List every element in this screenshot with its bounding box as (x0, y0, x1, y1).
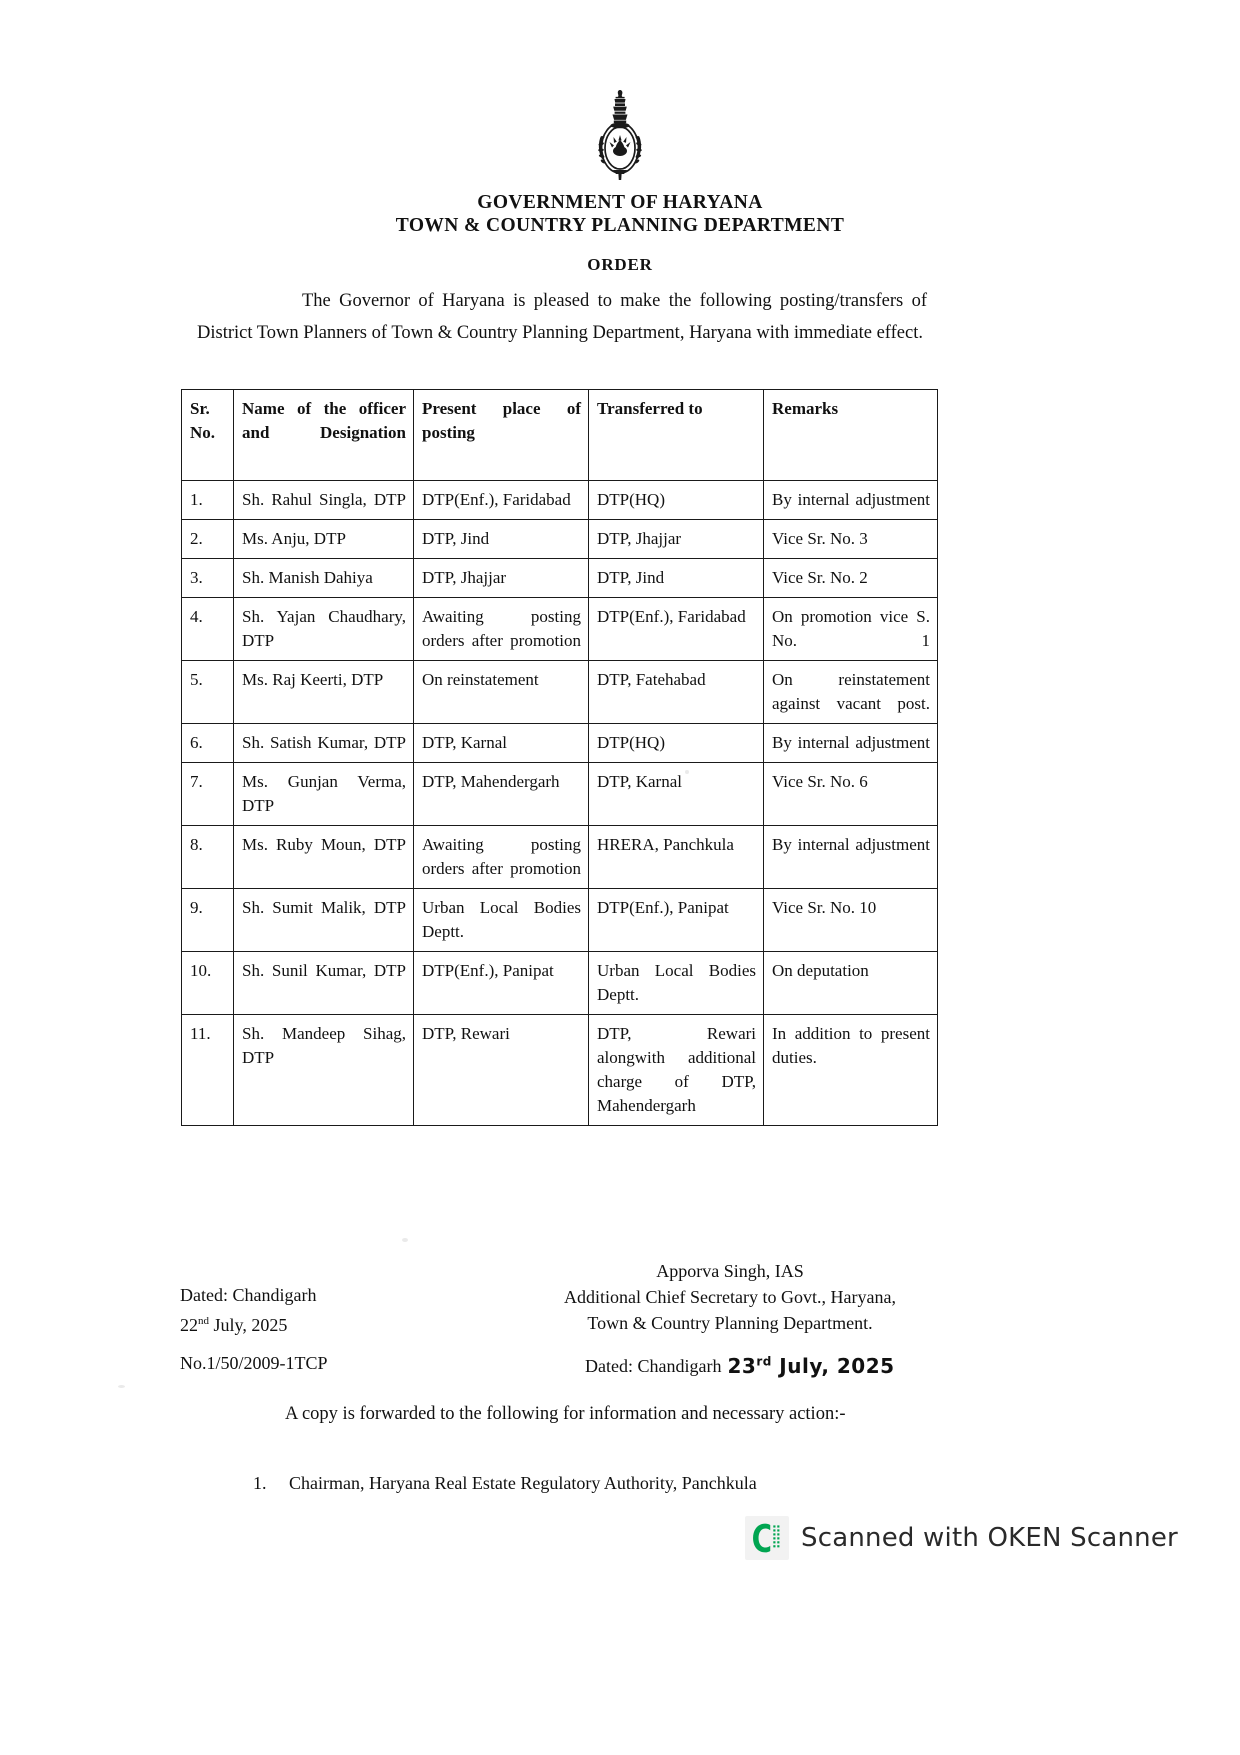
cell-present: Awaiting posting orders after promotion (414, 826, 589, 889)
order-date-rest: July, 2025 (209, 1315, 288, 1335)
oken-scanner-logo-icon (745, 1516, 789, 1560)
table-row (182, 559, 938, 598)
cell-transferred: DTP(HQ) (589, 724, 764, 763)
cell-transferred: DTP(Enf.), Faridabad (589, 598, 764, 661)
cell-remarks: By internal adjustment (764, 724, 938, 763)
table-header-row (182, 390, 938, 481)
cell-present: Awaiting posting orders after promotion (414, 598, 589, 661)
cell-name: Sh. Manish Dahiya (234, 559, 414, 598)
list-item (253, 1470, 757, 1496)
cell-transferred: Urban Local Bodies Deptt. (589, 952, 764, 1015)
recipient-list (253, 1470, 757, 1496)
order-date-suffix: nd (198, 1315, 209, 1327)
cell-transferred: HRERA, Panchkula (589, 826, 764, 889)
table-row (182, 520, 938, 559)
order-label: ORDER (587, 255, 653, 274)
handwritten-day: 23 (727, 1354, 757, 1378)
file-number: No.1/50/2009-1TCP (180, 1353, 328, 1373)
scanner-watermark (745, 1516, 1178, 1560)
cell-remarks: Vice Sr. No. 2 (764, 559, 938, 598)
cell-transferred: DTP, Jind (589, 559, 764, 598)
order-dated-date (180, 1308, 440, 1338)
department-title: TOWN & COUNTRY PLANNING DEPARTMENT (395, 215, 845, 236)
scanner-watermark-text: Scanned with OKEN Scanner (801, 1523, 1178, 1553)
cell-sr-no: 6. (182, 724, 234, 763)
cell-sr-no: 4. (182, 598, 234, 661)
cell-present: DTP, Karnal (414, 724, 589, 763)
cell-sr-no: 9. (182, 889, 234, 952)
col-header-remarks: Remarks (764, 390, 938, 481)
cell-remarks: By internal adjustment (764, 481, 938, 520)
cell-transferred: DTP, Fatehabad (589, 661, 764, 724)
signatory-name: Apporva Singh, IAS (656, 1261, 804, 1281)
cell-sr-no: 11. (182, 1015, 234, 1126)
cell-remarks: By internal adjustment (764, 826, 938, 889)
scan-speckle (402, 1238, 408, 1242)
cell-name: Ms. Anju, DTP (234, 520, 414, 559)
col-header-present-posting: Present place of posting (414, 390, 589, 481)
col-header-name-designation: Name of the officer and Designation (234, 390, 414, 481)
signatory-details (430, 1258, 1030, 1336)
cell-transferred: DTP, Karnal (589, 763, 764, 826)
cell-present: DTP, Jind (414, 520, 589, 559)
cell-sr-no: 8. (182, 826, 234, 889)
cell-sr-no: 10. (182, 952, 234, 1015)
cell-remarks: In addition to present duties. (764, 1015, 938, 1126)
cell-present: Urban Local Bodies Deptt. (414, 889, 589, 952)
cell-name: Sh. Rahul Singla, DTP (234, 481, 414, 520)
emblem-container (0, 88, 1240, 189)
handwritten-suffix: rd (756, 1354, 772, 1369)
cell-transferred: DTP, Rewari alongwith additional charge of DTP, Mahendergarh (589, 1015, 764, 1126)
table-row (182, 661, 938, 724)
table-row (182, 763, 938, 826)
order-date-day: 22 (180, 1315, 198, 1335)
government-title: GOVERNMENT OF HARYANA (477, 192, 763, 213)
cell-remarks: On promotion vice S. No. 1 (764, 598, 938, 661)
cell-present: DTP, Rewari (414, 1015, 589, 1126)
endorsement-date-line (585, 1353, 895, 1377)
scan-speckle (118, 1385, 125, 1388)
cell-sr-no: 7. (182, 763, 234, 826)
cell-remarks: Vice Sr. No. 3 (764, 520, 938, 559)
cell-present: DTP, Jhajjar (414, 559, 589, 598)
copy-forwarded-paragraph: A copy is forwarded to the following for information and necessary action:- (285, 1404, 846, 1424)
cell-sr-no: 2. (182, 520, 234, 559)
col-header-sr-no: Sr. No. (182, 390, 234, 481)
table-head (182, 390, 938, 481)
cell-remarks: On deputation (764, 952, 938, 1015)
signatory-designation: Additional Chief Secretary to Govt., Haryana, (564, 1287, 896, 1307)
handwritten-date (727, 1354, 894, 1378)
cell-name: Ms. Gunjan Verma, DTP (234, 763, 414, 826)
cell-transferred: DTP(Enf.), Panipat (589, 889, 764, 952)
handwritten-rest: July, 2025 (779, 1354, 895, 1378)
cell-name: Sh. Mandeep Sihag, DTP (234, 1015, 414, 1126)
list-item-text: Chairman, Haryana Real Estate Regulatory Authority, Panchkula (289, 1473, 757, 1493)
cell-name: Sh. Yajan Chaudhary, DTP (234, 598, 414, 661)
order-date-block (180, 1282, 440, 1338)
cell-sr-no: 3. (182, 559, 234, 598)
col-header-transferred-to: Transferred to (589, 390, 764, 481)
table-row (182, 1015, 938, 1126)
endorsement-dated-label: Dated: Chandigarh (585, 1356, 722, 1376)
list-item-number: 1. (253, 1473, 267, 1493)
cell-sr-no: 5. (182, 661, 234, 724)
india-state-emblem-haryana-icon (577, 88, 663, 184)
table-row (182, 889, 938, 952)
table-row (182, 724, 938, 763)
cell-sr-no: 1. (182, 481, 234, 520)
signatory-department: Town & Country Planning Department. (587, 1313, 873, 1333)
table-row (182, 481, 938, 520)
cell-name: Sh. Sumit Malik, DTP (234, 889, 414, 952)
table-row (182, 952, 938, 1015)
cell-remarks: On reinstatement against vacant post. (764, 661, 938, 724)
order-dated-place: Dated: Chandigarh (180, 1285, 317, 1305)
cell-name: Ms. Raj Keerti, DTP (234, 661, 414, 724)
cell-remarks: Vice Sr. No. 10 (764, 889, 938, 952)
cell-remarks: Vice Sr. No. 6 (764, 763, 938, 826)
intro-paragraph: The Governor of Haryana is pleased to make the following posting/transfers of District Town Planners of Town & Country Planning Department, Haryana with immediate effect. (197, 291, 927, 343)
cell-present: DTP(Enf.), Panipat (414, 952, 589, 1015)
cell-present: DTP(Enf.), Faridabad (414, 481, 589, 520)
table-row (182, 598, 938, 661)
transfer-order-table (181, 389, 938, 1126)
cell-present: DTP, Mahendergarh (414, 763, 589, 826)
cell-name: Ms. Ruby Moun, DTP (234, 826, 414, 889)
cell-transferred: DTP, Jhajjar (589, 520, 764, 559)
cell-present: On reinstatement (414, 661, 589, 724)
cell-transferred: DTP(HQ) (589, 481, 764, 520)
cell-name: Sh. Sunil Kumar, DTP (234, 952, 414, 1015)
cell-name: Sh. Satish Kumar, DTP (234, 724, 414, 763)
table-row (182, 826, 938, 889)
table-body (182, 481, 938, 1126)
